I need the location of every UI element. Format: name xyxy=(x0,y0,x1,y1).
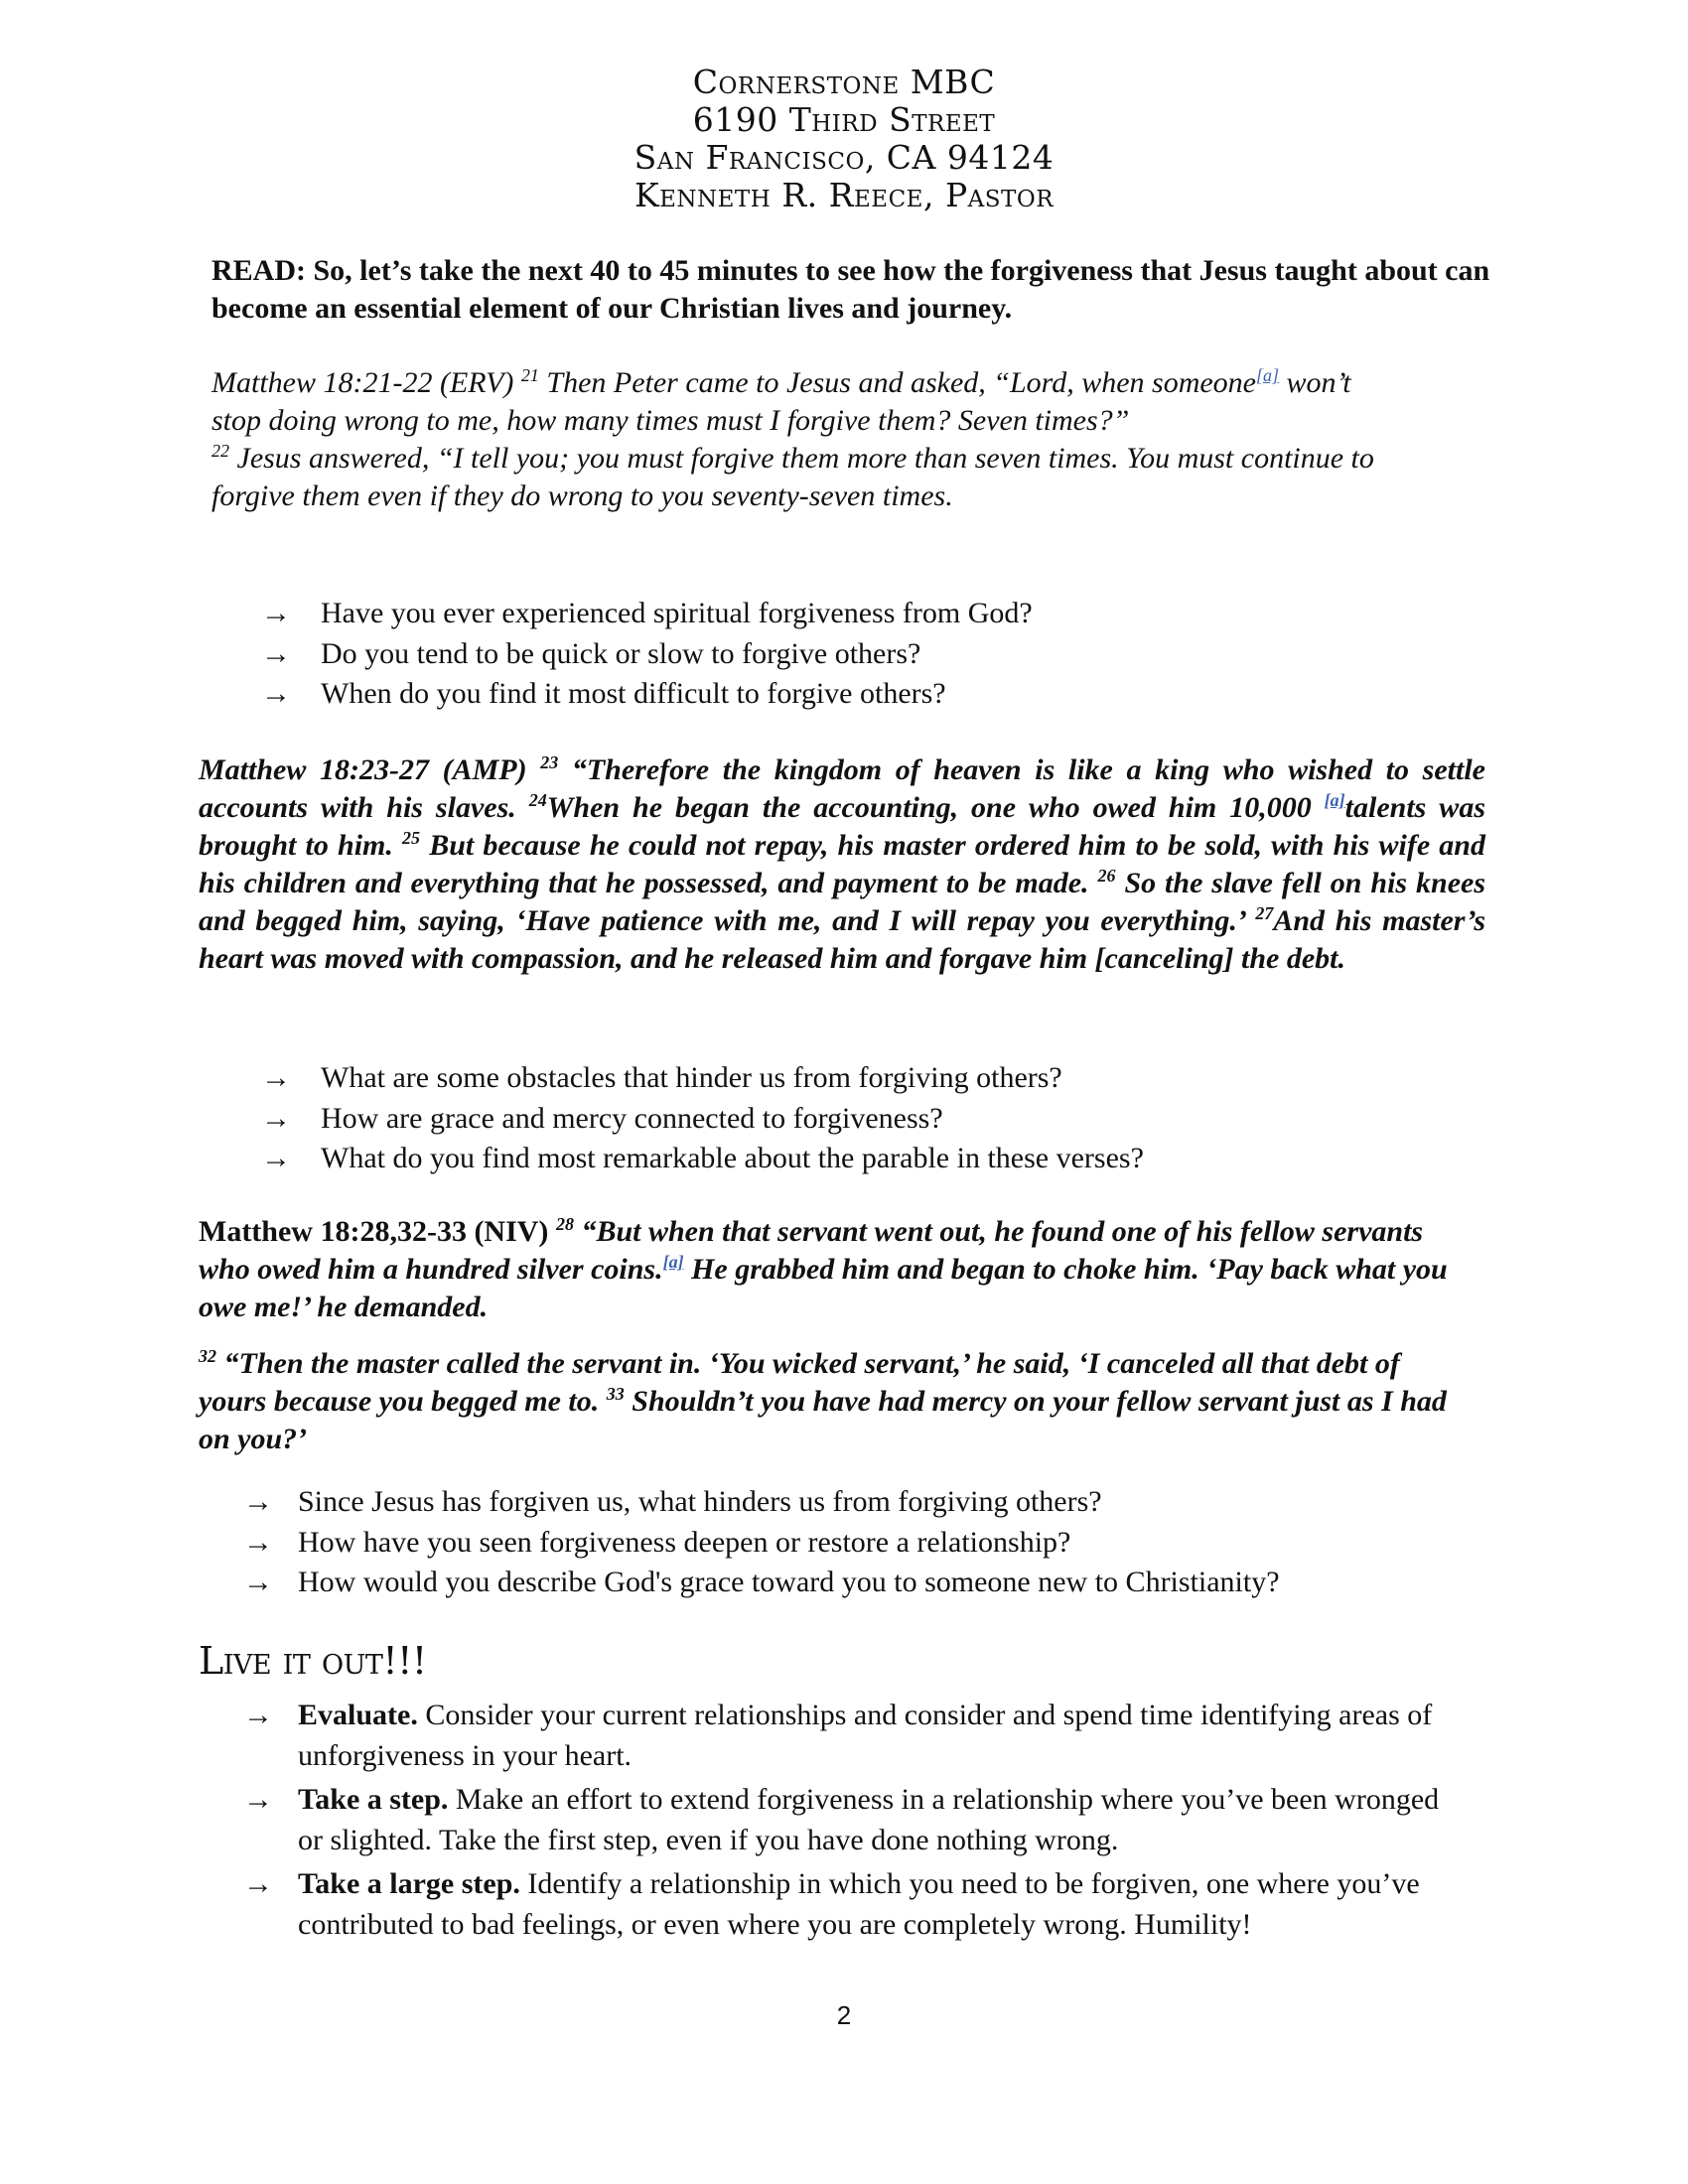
arrow-bullet-icon: → xyxy=(243,1783,273,1816)
read-note: READ: So, let’s take the next 40 to 45 minutes to see how the forgiveness that Jesus taught about can become an essential element of our Christian lives and journey. xyxy=(211,254,1490,325)
verse-number: 32 xyxy=(199,1346,216,1366)
verse-text: Then Peter came to Jesus and asked, “Lord, when someone xyxy=(546,366,1256,399)
list-item xyxy=(261,1139,1403,1179)
arrow-bullet-icon: → xyxy=(261,1101,291,1135)
passage-reference: Matthew 18:23-27 (AMP) xyxy=(199,753,527,786)
questions-list-1 xyxy=(261,594,1403,715)
verse-number: 27 xyxy=(1255,903,1274,923)
action-label: Evaluate. xyxy=(298,1699,418,1731)
verse-text: won’t stop doing wrong to me, how many times must I forgive them? Seven times?” xyxy=(211,366,1351,437)
question-text: Do you tend to be quick or slow to forgive others? xyxy=(321,636,921,670)
action-label: Take a step. xyxy=(298,1783,449,1816)
passage-matthew-18-21-22 xyxy=(211,364,1403,515)
passage-reference: Matthew 18:21-22 (ERV) xyxy=(211,366,514,399)
verse-text: Jesus answered, “I tell you; you must forgive them more than seven times. You must continue to forgive them even if they do wrong to you seventy-seven times. xyxy=(211,442,1374,512)
verse-text: “Then the master called the servant in. ‘You wicked servant,’ he said, ‘I canceled all that debt of yours because you begged me to. xyxy=(199,1347,1400,1418)
list-item xyxy=(261,634,1403,675)
church-city: San Francisco, CA 94124 xyxy=(633,138,1055,177)
verse-number: 21 xyxy=(520,365,539,385)
question-text: Since Jesus has forgiven us, what hinders us from forgiving others? xyxy=(298,1485,1102,1518)
footnote-link[interactable]: [a] xyxy=(1256,365,1280,385)
verse-text: When he began the accounting, one who owed him 10,000 xyxy=(546,791,1312,824)
verse-text: Shouldn’t you have had mercy on your fellow servant just as I had on you?’ xyxy=(199,1385,1447,1455)
action-text: Make an effort to extend forgiveness in a relationship where you’ve been wronged or slighted. Take the first step, even if you have done nothing wrong. xyxy=(298,1783,1440,1856)
arrow-bullet-icon: → xyxy=(261,677,291,710)
arrow-bullet-icon: → xyxy=(243,1867,273,1900)
arrow-bullet-icon: → xyxy=(243,1699,273,1731)
question-text: What are some obstacles that hinder us from forgiving others? xyxy=(321,1061,1062,1094)
arrow-bullet-icon: → xyxy=(243,1566,273,1598)
verse-text: So the slave fell on his knees and begged him, saying, ‘Have patience with me, and I will repay you everything.’ xyxy=(199,867,1486,937)
list-item xyxy=(243,1482,1484,1523)
verse-number: 25 xyxy=(402,828,421,848)
footnote-link[interactable]: [a] xyxy=(1324,790,1345,810)
passage-matthew-18-28-32-33 xyxy=(199,1213,1450,1326)
live-it-out-heading: Live it out!!! xyxy=(199,1639,427,1683)
action-item-take-a-large-step xyxy=(243,1863,1465,1945)
action-label: Take a large step. xyxy=(298,1867,520,1900)
verse-number: 26 xyxy=(1097,866,1116,886)
church-pastor: Kenneth R. Reece, Pastor xyxy=(633,176,1055,214)
passage-reference: Matthew 18:28,32-33 (NIV) xyxy=(199,1215,549,1248)
verse-text: “But when that servant went out, he found one of his fellow servants who owed him a hundred silver coins. xyxy=(199,1215,1424,1286)
church-name: Cornerstone MBC xyxy=(692,63,996,101)
passage-matthew-18-32-33 xyxy=(199,1345,1450,1458)
question-text: How have you seen forgiveness deepen or restore a relationship? xyxy=(298,1525,1071,1559)
verse-text: talents was brought to him. xyxy=(199,791,1485,862)
action-item-take-a-step xyxy=(243,1779,1465,1860)
verse-text: But because he could not repay, his master ordered him to be sold, with his wife and his children and everything that he possessed, and payment to be made. xyxy=(199,829,1485,899)
list-item xyxy=(261,1099,1403,1140)
verse-text: He grabbed him and began to choke him. ‘Pay back what you owe me!’ he demanded. xyxy=(199,1253,1448,1323)
verse-text: “Therefore the kingdom of heaven is like a king who wished to settle accounts with his slaves. xyxy=(199,753,1485,824)
church-header xyxy=(0,64,1688,214)
verse-number: 33 xyxy=(606,1384,625,1404)
question-text: When do you find it most difficult to forgive others? xyxy=(321,677,946,710)
action-text: Identify a relationship in which you need to be forgiven, one where you’ve contributed to bad feelings, or even where you are completely wrong. Humility! xyxy=(298,1867,1420,1941)
question-text: How are grace and mercy connected to forgiveness? xyxy=(321,1101,943,1135)
arrow-bullet-icon: → xyxy=(261,1142,291,1174)
questions-list-3 xyxy=(243,1482,1484,1603)
verse-number: 22 xyxy=(211,441,229,461)
question-text: How would you describe God's grace toward you to someone new to Christianity? xyxy=(298,1566,1280,1598)
page-number: 2 xyxy=(836,2000,852,2030)
arrow-bullet-icon: → xyxy=(261,1061,291,1094)
question-text: What do you find most remarkable about the parable in these verses? xyxy=(321,1142,1144,1174)
arrow-bullet-icon: → xyxy=(261,636,291,670)
arrow-bullet-icon: → xyxy=(243,1485,273,1518)
list-item xyxy=(261,1058,1403,1099)
arrow-bullet-icon: → xyxy=(261,597,291,629)
list-item xyxy=(243,1523,1484,1564)
list-item xyxy=(261,674,1403,715)
church-street: 6190 Third Street xyxy=(692,100,996,139)
verse-number: 28 xyxy=(555,1214,574,1234)
action-text: Consider your current relationships and consider and spend time identifying areas of unforgiveness in your heart. xyxy=(298,1699,1433,1772)
verse-number: 23 xyxy=(540,752,559,772)
arrow-bullet-icon: → xyxy=(243,1525,273,1559)
list-item xyxy=(261,594,1403,634)
list-item xyxy=(243,1563,1484,1603)
verse-text: And his master’s heart was moved with compassion, and he released him and forgave him [canceling] the debt. xyxy=(199,904,1486,975)
question-text: Have you ever experienced spiritual forgiveness from God? xyxy=(321,597,1033,629)
questions-list-2 xyxy=(261,1058,1403,1179)
verse-number: 24 xyxy=(528,790,547,810)
passage-matthew-18-23-27 xyxy=(199,751,1485,978)
action-item-evaluate xyxy=(243,1695,1465,1776)
footnote-link[interactable]: [a] xyxy=(662,1252,684,1272)
